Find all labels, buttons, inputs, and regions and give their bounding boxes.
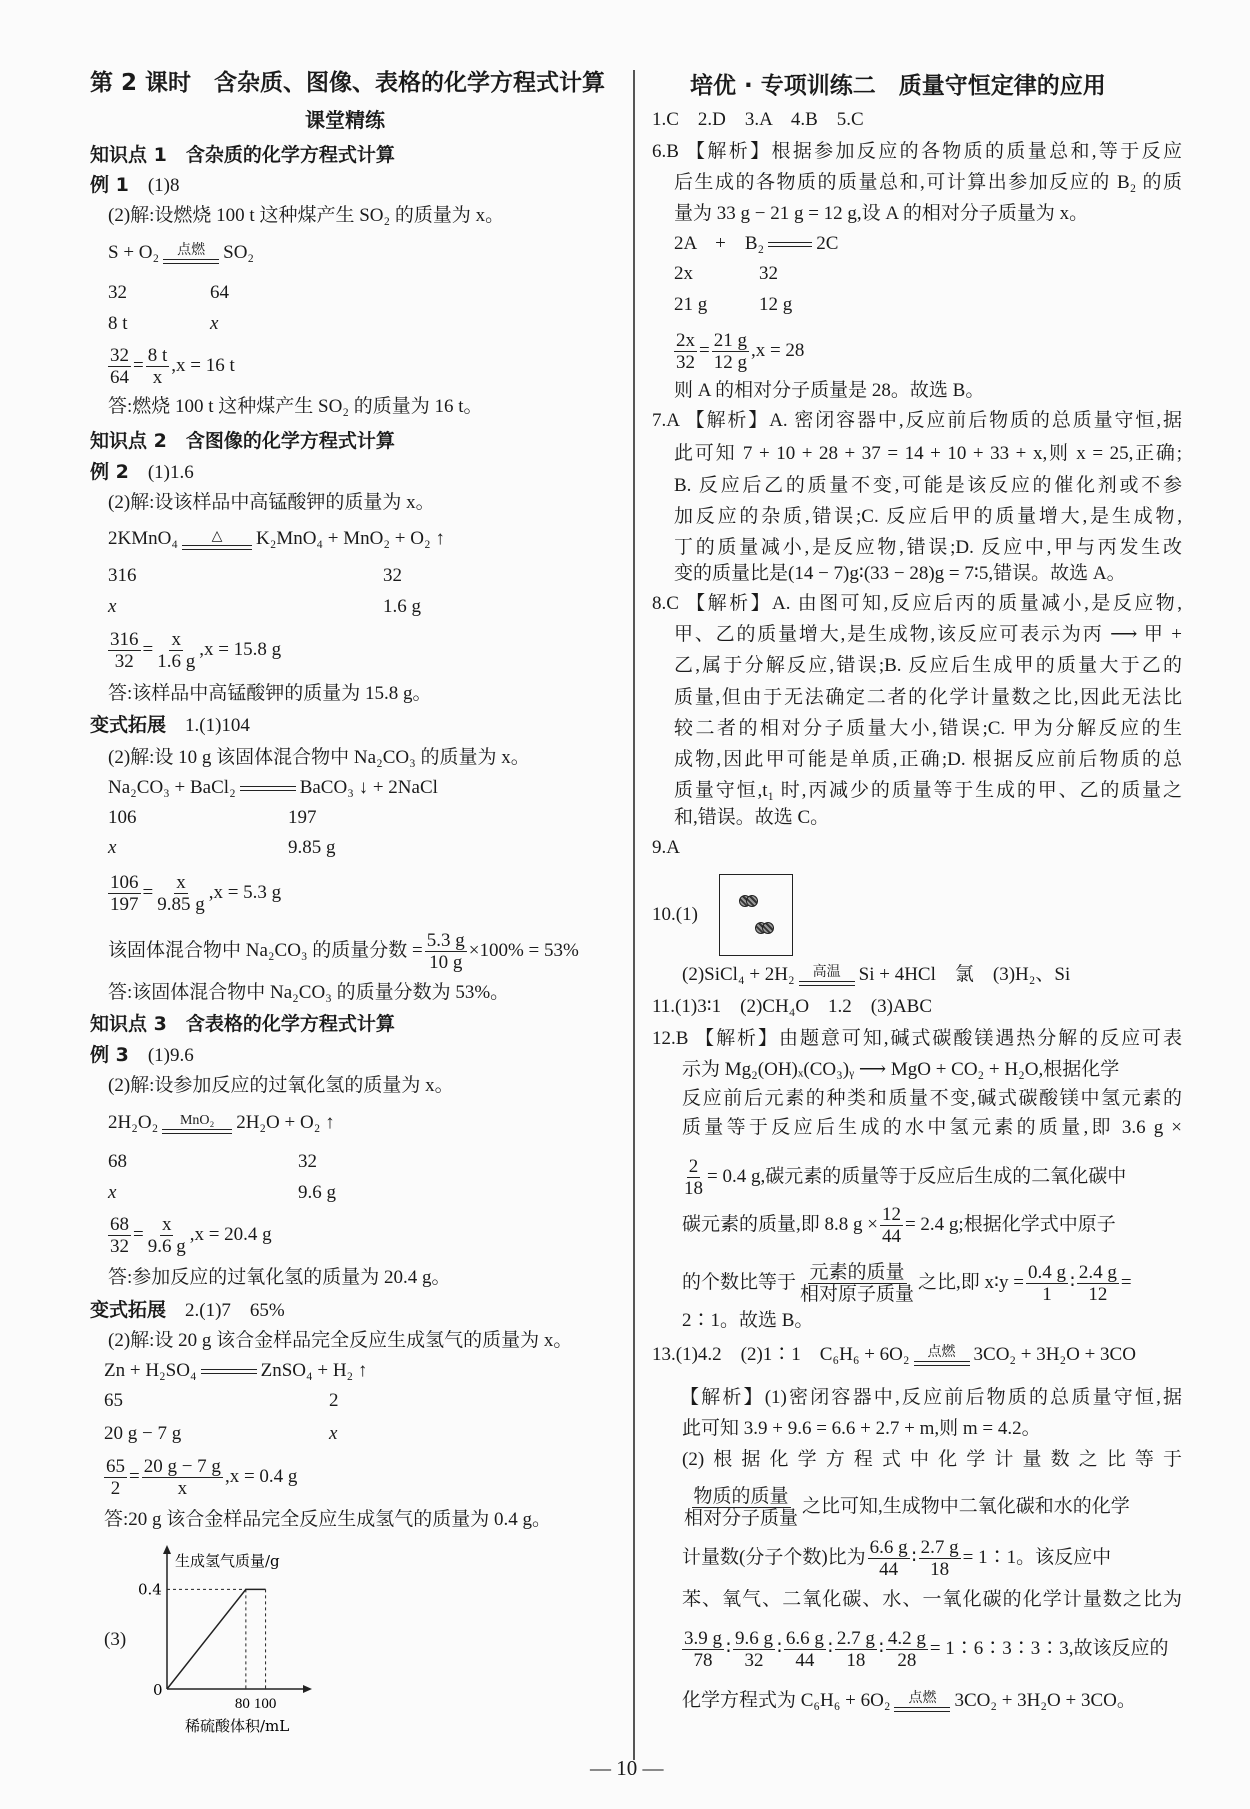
ratio-row: 8 t x [108,313,219,334]
q7-line: B. 反应后乙的质量不变,可能是该反应的催化剂或不参 [674,475,1182,496]
q8-line: 质量守恒,t₁ 时,丙减少的质量等于生成的甲、乙的质量之 [674,780,1182,801]
q13-line: $\frac{3.9 g}{78}$ ∶ $\frac{9.6 g}{32}$ ∶ $\frac{6.6 g}{44}$ ∶ $\frac{2.7 g}{18}$ ∶ $\frac{4.2 g}{28}$ = 1∶6∶3∶3∶3,故该反应的 [684,1628,1169,1671]
origin-label: 0 [153,1681,163,1699]
mass-fraction: 该固体混合物中 Na₂CO₃ 的质量分数 = $\frac{5.3 g}{10 g}$ ×100% = 53% [108,930,579,973]
q6-line: 量为 33 g − 21 g = 12 g,设 A 的相对分子质量为 x。 [674,203,1089,224]
proportion: $\frac{2x}{32}$ = $\frac{21 g}{12 g}$ ,x = 28 [676,330,805,373]
q12-line: 12.B 【解析】由题意可知,碱式碳酸镁遇热分解的反应可表 [652,1028,1182,1049]
proportion: $\frac{68}{32}$ = $\frac{x}{9.6 g}$ ,x = 20.4 g [110,1214,272,1257]
q8-line: 和,错误。故选 C。 [674,807,830,828]
equation: 2H₂O₂ MnO₂ 2H₂O + O₂ ↑ [108,1112,335,1133]
q12-line: 示为 Mg₂(OH)ₓ(CO₃)ᵧ ⟶ MgO + CO₂ + H₂O,根据化学 [682,1059,1120,1080]
atom-icon [762,922,774,934]
molecule-diagram [719,874,793,956]
answer: 答:20 g 该合金样品完全反应生成氢气的质量为 0.4 g。 [104,1509,552,1530]
data-line [167,1589,266,1689]
q8-line: 8.C 【解析】A. 由图可知,反应后丙的质量减小,是反应物, [652,593,1182,614]
ratio-row: 68 32 [108,1151,317,1172]
q9: 9.A [652,837,680,858]
variant-1-part-2: (2)解:设 10 g 该固体混合物中 Na₂CO₃ 的质量为 x。 [108,747,530,768]
q13-answer: 13.(1)4.2 (2)1∶1 C₆H₆ + 6O₂ 点燃 3CO₂ + 3H₂O + 3CO [652,1344,1136,1365]
q12-line: $\frac{2}{18}$ = 0.4 g,碳元素的质量等于反应后生成的二氧化碳中 [684,1156,1127,1199]
x-tick-label: 100 [253,1696,277,1712]
y-tick-label: 0.4 [138,1580,162,1599]
q8-line: 较二者的相对分子质量大小,错误;C. 甲为分解反应的生 [674,718,1182,739]
proportion: $\frac{32}{64}$ = $\frac{8 t}{x}$ ,x = 16 t [110,345,235,388]
section-title: 课堂精练 [305,108,385,132]
x-axis-label: 稀硫酸体积/mL [185,1717,290,1735]
equation: 2A + B₂ 2C [674,233,839,254]
proportion: $\frac{106}{197}$ = $\frac{x}{9.85 g}$ ,x = 5.3 g [110,872,282,915]
example-2-part-1: 例 2 (1)1.6 [90,461,194,483]
equation: Zn + H₂SO₄ ZnSO₄ + H₂ ↑ [104,1360,368,1381]
q13-line: 苯、氧气、二氧化碳、水、一氧化碳的化学计量数之比为 [682,1589,1182,1610]
example-1-part-1: 例 1 (1)8 [90,174,180,196]
training-title: 培优 · 专项训练二 质量守恒定律的应用 [690,73,1106,99]
page-number: — 10 — [590,1756,664,1780]
variant-1-part-1: 变式拓展 1.(1)104 [90,714,250,736]
example-3-part-2: (2)解:设参加反应的过氧化氢的质量为 x。 [108,1075,454,1096]
knowledge-point-2: 知识点 2 含图像的化学方程式计算 [90,430,395,452]
q10-part-2: (2)SiCl₄ + 2H₂ 高温 Si + 4HCl 氯 (3)H₂、Si [682,964,1071,985]
x-axis-arrow-icon [303,1685,312,1693]
atom-icon [746,895,758,907]
ratio-row: 316 32 [108,565,402,586]
ratio-fraction: $\frac{3.9 g}{78}$ [684,1628,722,1671]
q12-line: 的个数比等于 $\frac{\text{元素的质量}}{\text{相对原子质量}}$ 之比,即 x∶y = $\frac{0.4 g}{1}$ ∶ $\frac{2.4 g}{12}$ = [682,1262,1132,1305]
knowledge-point-3: 知识点 3 含表格的化学方程式计算 [90,1013,395,1035]
variant-2-part-1: 变式拓展 2.(1)7 65% [90,1299,285,1321]
ratio-row: 32 64 [108,282,229,303]
lesson-title: 第 2 课时 含杂质、图像、表格的化学方程式计算 [90,70,606,96]
equation: Na₂CO₃ + BaCl₂ BaCO₃ ↓ + 2NaCl [108,777,438,798]
ratio-row: 20 g − 7 g x [104,1423,338,1444]
example-3-part-1: 例 3 (1)9.6 [90,1044,194,1066]
column-divider [633,70,635,1760]
y-axis-label: 生成氢气质量/g [175,1552,280,1570]
ratio-row: 21 g 12 g [674,294,793,315]
q12-line: 2∶1。故选 B。 [682,1310,814,1331]
q11: 11.(1)3∶1 (2)CH₄O 1.2 (3)ABC [652,996,933,1017]
q7-line: 7.A 【解析】A. 密闭容器中,反应前后物质的总质量守恒,据 [652,410,1182,431]
ratio-row: x 1.6 g [108,596,421,617]
q13-line: 计量数(分子个数)比为 $\frac{6.6 g}{44}$ ∶ $\frac{2.7 g}{18}$ = 1∶1。该反应中 [682,1537,1112,1580]
q13-line: (2)根据化学方程式中化学计量数之比等于 [682,1449,1182,1470]
q6-line: 后生成的各物质的质量总和,可计算出参加反应的 B₂ 的质 [674,172,1182,193]
x-tick-label: 80 [234,1696,250,1712]
q8-line: 质量,但由于无法确定二者的化学计量数之比,因此无法比 [674,687,1182,708]
q7-line: 此可知 7 + 10 + 28 + 37 = 14 + 10 + 33 + x,则 x = 25,正确; [674,443,1182,464]
ratio-row: 2x 32 [674,263,778,284]
ratio-fraction: $\frac{2.7 g}{18}$ [836,1628,875,1671]
ratio-row: x 9.85 g [108,837,336,858]
ratio-row: 65 2 [104,1390,339,1411]
q13-line: $\frac{\text{物质的质量}}{\text{相对分子质量}}$ 之比可知,生成物中二氧化碳和水的化学 [684,1486,1130,1529]
proportion: $\frac{65}{2}$ = $\frac{20 g - 7 g}{x}$ ,x = 0.4 g [106,1456,298,1499]
q7-line: 加反应的杂质,错误;C. 反应后甲的质量增大,是生成物, [674,506,1182,527]
q8-line: 乙,属于分解反应,错误;B. 反应后生成甲的质量大于乙的 [674,655,1182,676]
example-2-part-2: (2)解:设该样品中高锰酸钾的质量为 x。 [108,492,435,513]
q13-line: 【解析】(1)密闭容器中,反应前后物质的总质量守恒,据 [680,1387,1182,1408]
y-axis-arrow-icon [163,1545,171,1554]
q7-line: 变的质量比是(14 − 7)g∶(33 − 28)g = 7∶5,错误。故选 A。 [674,563,1126,584]
q13-line: 此可知 3.9 + 9.6 = 6.6 + 2.7 + m,则 m = 4.2。 [682,1418,1041,1439]
proportion: $\frac{316}{32}$ = $\frac{x}{1.6 g}$ ,x = 15.8 g [110,629,282,672]
ratio-fraction: $\frac{6.6 g}{44}$ [785,1628,824,1671]
answer: 答:该样品中高锰酸钾的质量为 15.8 g。 [108,683,432,704]
q12-line: 质量等于反应后生成的水中氢元素的质量,即 3.6 g × [682,1117,1182,1138]
variant-2-part-2: (2)解:设 20 g 该合金样品完全反应生成氢气的质量为 x。 [108,1330,573,1351]
equation: S + O₂ 点燃 SO₂ [108,242,255,263]
q6-line: 6.B 【解析】根据参加反应的各物质的质量总和,等于反应 [652,141,1182,162]
part-3-label: (3) [104,1629,127,1650]
answer: 答:燃烧 100 t 这种煤产生 SO₂ 的质量为 16 t。 [108,396,483,417]
answer: 答:参加反应的过氧化氢的质量为 20.4 g。 [108,1267,451,1288]
ratio-fraction: $\frac{9.6 g}{32}$ [734,1628,773,1671]
q10-part-1: 10.(1) [652,904,698,925]
q12-line: 反应前后元素的种类和质量不变,碱式碳酸镁中氢元素的 [682,1088,1182,1109]
hydrogen-mass-graph [130,1540,330,1740]
example-1-part-2: (2)解:设燃烧 100 t 这种煤产生 SO₂ 的质量为 x。 [108,205,505,226]
q12-line: 碳元素的质量,即 8.8 g × $\frac{12}{44}$ = 2.4 g;根据化学式中原子 [682,1204,1116,1247]
ratio-row: 106 197 [108,807,317,828]
q8-line: 甲、乙的质量增大,是生成物,该反应可表示为丙 ⟶ 甲 + [674,624,1182,645]
answers-1-5: 1.C 2.D 3.A 4.B 5.C [652,109,864,130]
answer: 答:该固体混合物中 Na₂CO₃ 的质量分数为 53%。 [108,982,510,1003]
ratio-fraction: $\frac{4.2 g}{28}$ [887,1628,926,1671]
ratio-row: x 9.6 g [108,1182,336,1203]
equation: 2KMnO₄ △ K₂MnO₄ + MnO₂ + O₂ ↑ [108,528,445,549]
q6-conclusion: 则 A 的相对分子质量是 28。故选 B。 [674,380,985,401]
knowledge-point-1: 知识点 1 含杂质的化学方程式计算 [90,144,395,166]
q8-line: 成物,因此甲可能是单质,正确;D. 根据反应前后物质的总 [674,749,1182,770]
q13-line: 化学方程式为 C₆H₆ + 6O₂ 点燃 3CO₂ + 3H₂O + 3CO。 [682,1690,1136,1711]
q7-line: 丁的质量减小,是反应物,错误;D. 反应中,甲与丙发生改 [674,537,1182,558]
